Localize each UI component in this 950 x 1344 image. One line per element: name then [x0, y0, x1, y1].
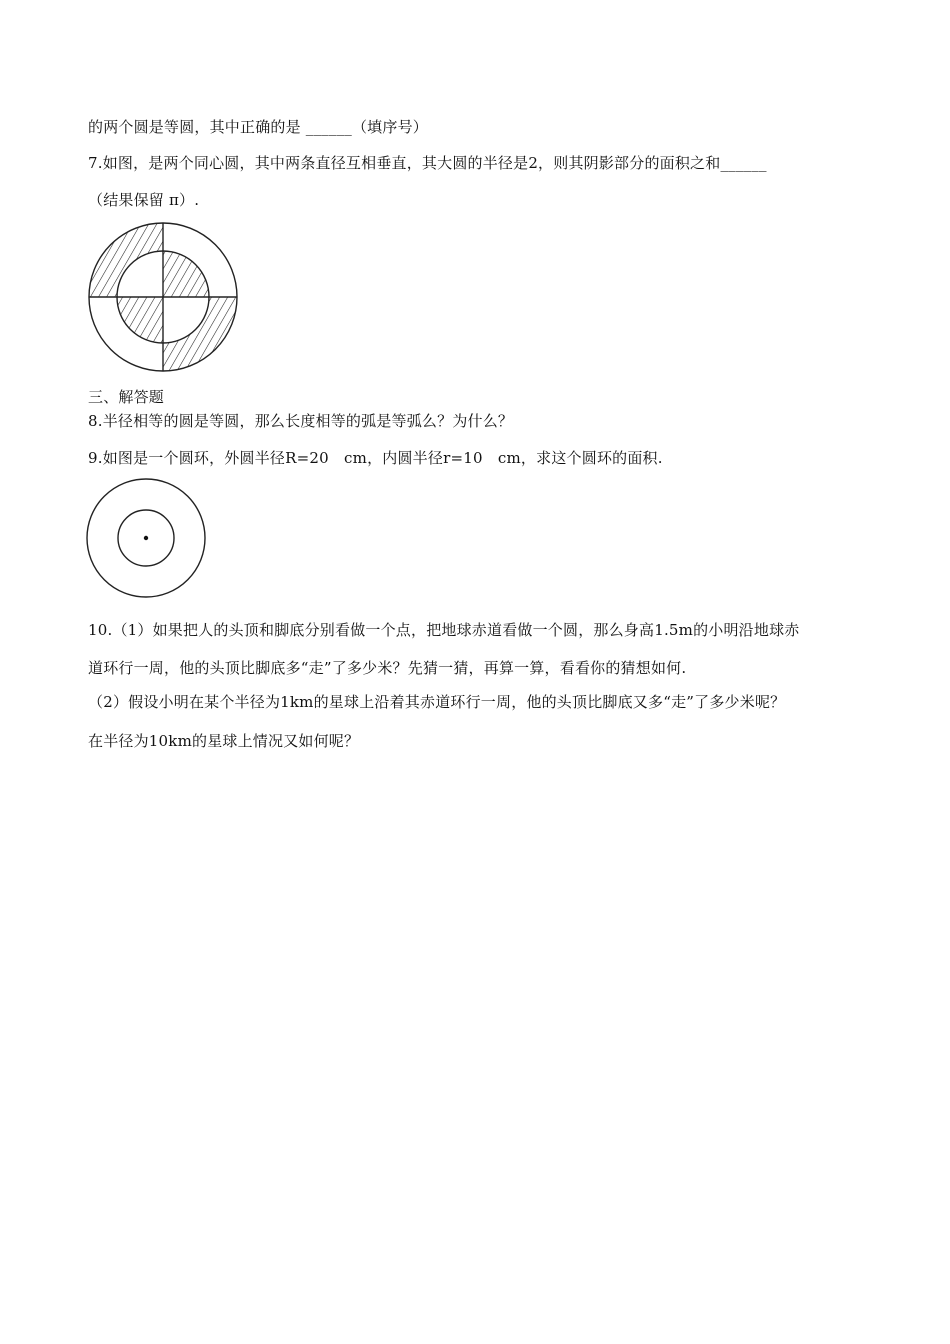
question-10-line-4: 在半径为10km的星球上情况又如何呢？: [88, 732, 360, 750]
question-7-line-1: 7.如图，是两个同心圆，其中两条直径互相垂直，其大圆的半径是2，则其阴影部分的面积之和______: [88, 154, 767, 172]
question-10-line-3: （2）假设小明在某个半径为1km的星球上沿着其赤道环行一周，他的头顶比脚底又多“走”了多少米呢？: [88, 693, 786, 711]
section-heading: 三、解答题: [88, 388, 165, 406]
shaded-ring-upper-left: [89, 223, 163, 297]
question-9: 9.如图是一个圆环，外圆半径R=20 cm，内圆半径r=10 cm，求这个圆环的面积.: [88, 449, 663, 467]
question-8: 8.半径相等的圆是等圆，那么长度相等的弧是等弧么？为什么？: [88, 412, 514, 430]
concentric-circles-figure: [86, 220, 242, 374]
line-1: 的两个圆是等圆，其中正确的是 ______（填序号）: [88, 118, 428, 136]
center-point: [144, 536, 148, 540]
question-10-line-1: 10.（1）如果把人的头顶和脚底分别看做一个点，把地球赤道看做一个圆，那么身高1.5m的小明沿地球赤: [88, 621, 800, 639]
question-10-line-2: 道环行一周，他的头顶比脚底多“走”了多少米？先猜一猜，再算一算，看看你的猜想如何.: [88, 659, 687, 677]
annulus-figure: [84, 477, 210, 601]
question-7-line-2: （结果保留 π）.: [88, 191, 200, 209]
shaded-ring-lower-right: [163, 297, 237, 371]
